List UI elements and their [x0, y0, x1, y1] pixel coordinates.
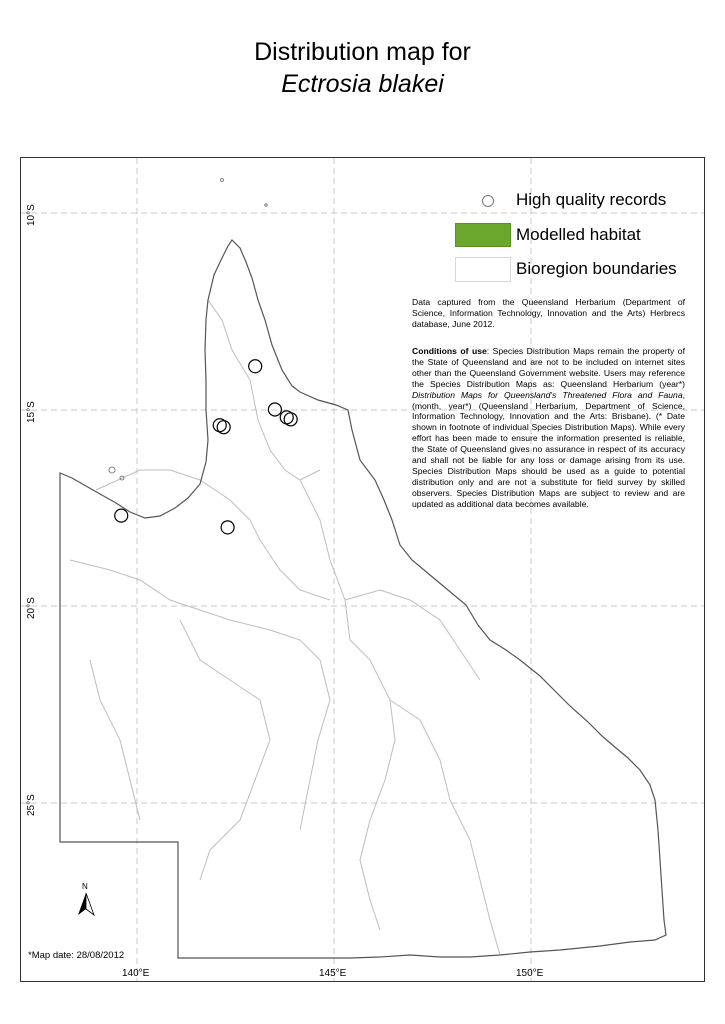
- legend-label: Modelled habitat: [516, 225, 641, 244]
- record-marker: [284, 413, 297, 426]
- lon-label-150e: 150°E: [516, 968, 544, 979]
- bioregion-line: [90, 660, 140, 820]
- bioregion-swatch: [455, 257, 511, 282]
- bioregion-line: [345, 590, 480, 680]
- bioregion-line: [70, 560, 330, 830]
- conditions-text-2: , (month, year*) (Queensland Herbarium, Department of Science, Information Technology, Innovation and the Arts: Brisbane). (* Date shown in footnote of individual Species Distribution Maps). While every effort has been made to ensure the information presented is reliable, the State of Queensland gives no assurance in respect of its accuracy and shall not be liable for any loss or damage arising from its use. Species Distribution Maps should be used as a guide to potential distribution only and are not a substitute for field survey by skilled observers. Species Distribution Maps are subject to review and are updated as additional data becomes available.: [412, 389, 685, 509]
- legend-label: High quality records: [516, 190, 667, 209]
- conditions-text-italic: Distribution Maps for Queensland's Threatened Flora and Fauna: [412, 389, 683, 400]
- conditions-text-1: : Species Distribution Maps remain the property of the State of Queensland and are not to be included on internet sites other than the Queensland Government website. Users may reference the Species Distribution Maps as: Queensland Herbarium (year*): [412, 346, 685, 389]
- lat-label-25s: 25°S: [26, 794, 37, 816]
- conditions-heading: Conditions of use: [412, 346, 487, 356]
- record-marker: [249, 360, 262, 373]
- lat-label-10s: 10°S: [26, 204, 37, 226]
- islands: [109, 179, 267, 481]
- record-circle-icon: [482, 195, 494, 207]
- record-marker: [115, 509, 128, 522]
- conditions-of-use: [412, 346, 685, 510]
- record-marker: [217, 421, 230, 434]
- habitat-swatch: [455, 223, 511, 247]
- bioregion-line: [208, 300, 320, 480]
- record-marker: [221, 521, 234, 534]
- graticule: [21, 158, 704, 981]
- data-source-note: Data captured from the Queensland Herbarium (Department of Science, Information Technology, Innovation and the Arts) Herbrecs database, June 2012.: [412, 297, 685, 329]
- lat-label-15s: 15°S: [26, 401, 37, 423]
- bioregion-line: [180, 620, 270, 880]
- lon-label-140e: 140°E: [122, 968, 150, 979]
- bioregion-line: [260, 540, 330, 600]
- north-label: N: [82, 882, 88, 891]
- north-arrow-icon: [78, 893, 94, 915]
- lat-label-20s: 20°S: [26, 597, 37, 619]
- lon-label-145e: 145°E: [319, 968, 347, 979]
- species-name: Ectrosia blakei: [281, 70, 444, 98]
- legend-label: Bioregion boundaries: [516, 259, 677, 278]
- bioregion-line: [300, 480, 395, 930]
- map-title: Distribution map for: [254, 38, 471, 66]
- map-date: *Map date: 28/08/2012: [28, 950, 125, 961]
- bioregion-line: [390, 700, 500, 955]
